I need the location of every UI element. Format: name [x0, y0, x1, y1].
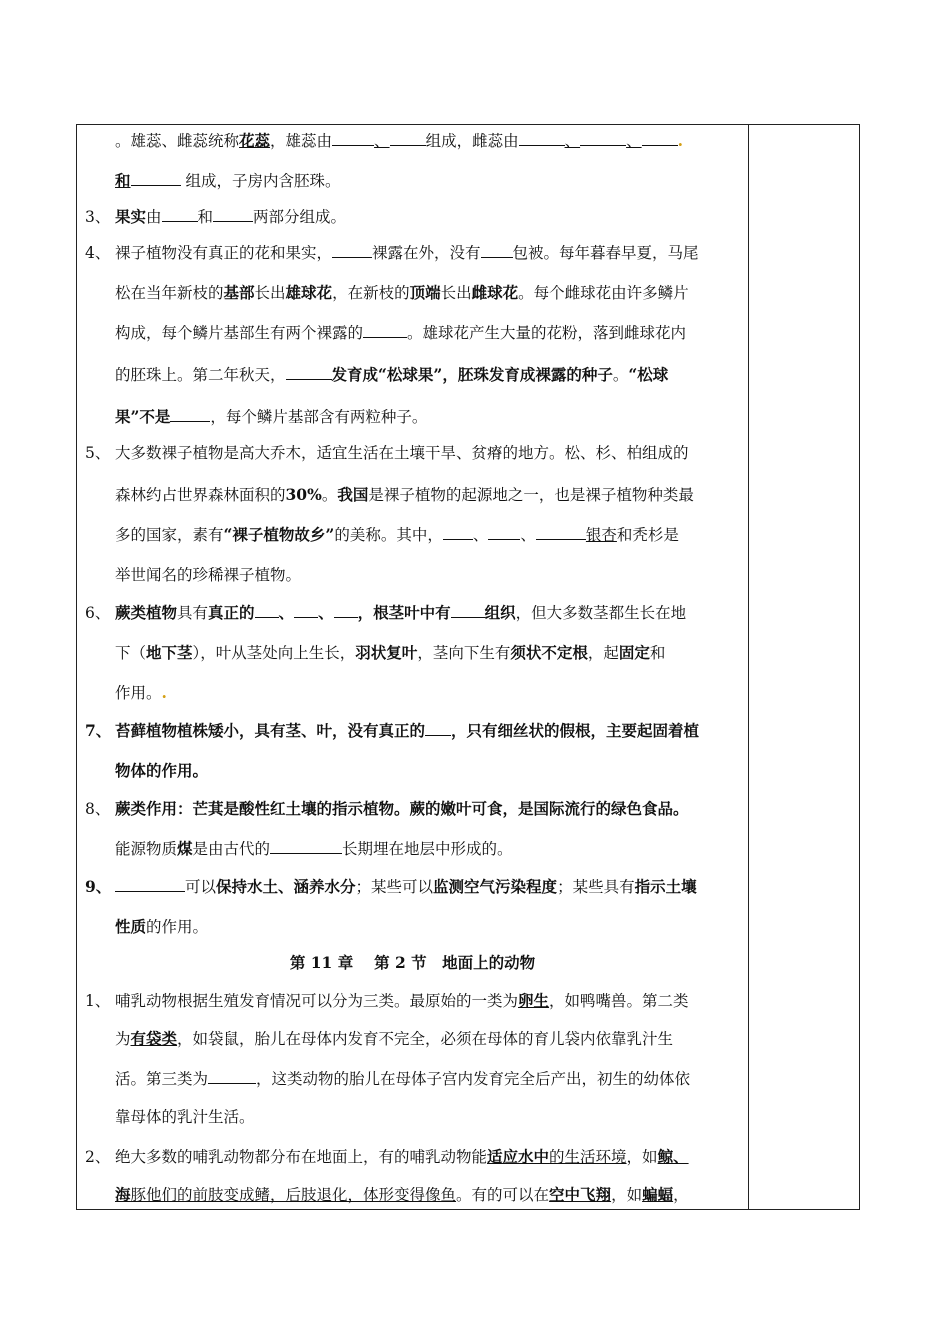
worksheet-table	[76, 124, 860, 1210]
text-line: 能源物质煤是由古代的 长期埋在地层中形成的。	[115, 839, 513, 858]
text-line: 大多数裸子植物是高大乔木，适宜生活在土壤干旱、贫瘠的地方。松、杉、柏组成的	[115, 444, 689, 462]
item-number: 5、	[85, 444, 111, 462]
text-line: 多的国家，素有“裸子植物故乡”的美称。其中， 、 、 银杏和秃杉是	[115, 525, 679, 544]
section-title: 第 11 章 第 2 节 地面上的动物	[289, 953, 536, 972]
text-line: 裸子植物没有真正的花和果实， 裸露在外，没有 包被。每年暮春早夏，马尾	[115, 244, 699, 262]
item-number: 9、	[85, 877, 112, 896]
text-line: 举世闻名的珍稀裸子植物。	[115, 566, 302, 584]
text-line: 哺乳动物根据生殖发育情况可以分为三类。最原始的一类为卵生，如鸭嘴兽。第二类	[115, 991, 689, 1010]
text-line: 蕨类作用：芒萁是酸性红土壤的指示植物。蕨的嫩叶可食，是国际流行的绿色食品。	[115, 799, 689, 818]
text-line: 构成，每个鳞片基部生有两个裸露的 。雄球花产生大量的花粉，落到雌球花内	[115, 324, 687, 342]
text-line: 作用。.	[115, 683, 167, 702]
text-line: 果实由 和 两部分组成。	[115, 207, 347, 226]
text-line: 可以保持水土、涵养水分；某些可以监测空气污染程度；某些具有指示土壤	[115, 877, 697, 897]
text-line: 活。第三类为 ，这类动物的胎儿在母体子宫内发育完全后产出，初生的幼体依	[115, 1070, 691, 1088]
text-line: 森林约占世界森林面积的30%。我国是裸子植物的起源地之一，也是裸子植物种类最	[115, 485, 694, 504]
text-line: 果”不是 ，每个鳞片基部含有两粒种子。	[115, 407, 428, 426]
text-line: 绝大多数的哺乳动物都分布在地面上，有的哺乳动物能适应水中的生活环境，如鲸、	[115, 1147, 689, 1166]
text-line: 的胚珠上。第二年秋天， 发育成“松球果”，胚珠发育成裸露的种子。“松球	[115, 365, 669, 384]
column-divider	[748, 125, 749, 1209]
item-number: 7、	[85, 721, 112, 740]
item-number: 2、	[85, 1148, 111, 1166]
item-number: 6、	[85, 604, 111, 622]
item-number: 3、	[85, 208, 111, 226]
item-number: 1、	[85, 992, 111, 1010]
text-line: 为有袋类，如袋鼠，胎儿在母体内发育不完全，必须在母体的育儿袋内依靠乳汁生	[115, 1029, 674, 1048]
text-line: 物体的作用。	[115, 761, 209, 780]
text-line: 靠母体的乳汁生活。	[115, 1108, 255, 1126]
text-line: 海豚他们的前肢变成鳍，后肢退化，体形变得像鱼。有的可以在空中飞翔，如蝙蝠，	[115, 1185, 689, 1204]
text-line: 蕨类植物具有真正的 、 、 ，根茎叶中有 组织，但大多数茎都生长在地	[115, 603, 687, 622]
text-line: 性质的作用。	[115, 917, 209, 936]
text-line: 松在当年新枝的基部长出雄球花，在新枝的顶端长出雌球花。每个雌球花由许多鳞片	[115, 283, 689, 302]
item-number: 4、	[85, 244, 111, 262]
text-line: 和 组成，子房内含胚珠。	[115, 171, 341, 190]
text-line: 。雄蕊、雌蕊统称花蕊，雄蕊由 、 组成，雌蕊由 、 、 .	[115, 131, 684, 150]
text-line: 苔藓植物植株矮小，具有茎、叶，没有真正的 ，只有细丝状的假根，主要起固着植	[115, 721, 700, 740]
item-number: 8、	[85, 800, 111, 818]
text-line: 下（地下茎），叶从茎处向上生长，羽状复叶，茎向下生有须状不定根，起固定和	[115, 643, 666, 662]
